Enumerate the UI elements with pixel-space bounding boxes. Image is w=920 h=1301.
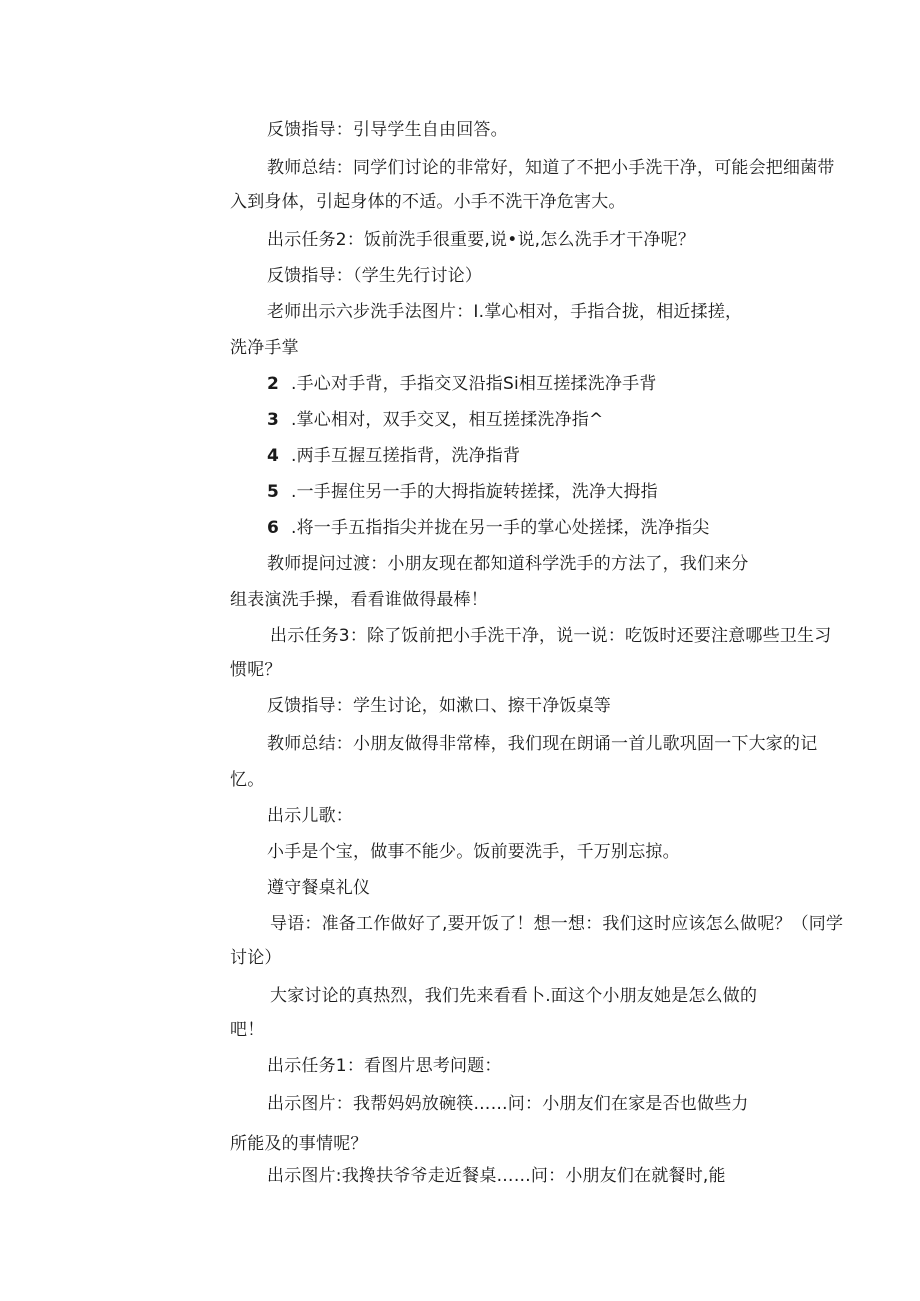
paragraph-line: 出示任务2：饭前洗手很重要,说•说,怎么洗手才干净呢？: [267, 230, 696, 250]
step-text: .一手握住另一手的大拇指旋转搓揉，洗净大拇指: [291, 482, 658, 502]
step-text: .两手互握互搓指背，洗净指背: [291, 446, 521, 466]
step-number: 6: [267, 518, 280, 538]
paragraph-line: 出示任务3：除了饭前把小手洗干净，说一说：吃饭时还要注意哪些卫生习: [270, 626, 832, 646]
paragraph-line: 导语：准备工作做好了,要开饭了！想一想：我们这时应该怎么做呢？（同学: [270, 914, 844, 934]
paragraph-line: 大家讨论的真热烈，我们先来看看卜.面这个小朋友她是怎么做的: [270, 986, 758, 1006]
step-number: 3: [267, 410, 280, 430]
paragraph-line: 小手是个宝，做事不能少。饭前要洗手，千万别忘掠。: [267, 842, 680, 862]
section-heading: 遵守餐桌礼仪: [267, 878, 371, 898]
paragraph-line: 忆。: [230, 770, 265, 790]
step-number: 5: [267, 482, 280, 502]
paragraph-line: 组表演洗手操，看看谁做得最棒！: [230, 590, 488, 610]
step-number: 2: [267, 374, 280, 394]
paragraph-line: 反馈指导：（学生先行讨论）: [267, 266, 483, 286]
paragraph-line: 反馈指导：引导学生自由回答。: [267, 120, 508, 140]
paragraph-line: 入到身体，引起身体的不适。小手不洗干净危害大。: [230, 192, 626, 212]
step-item: [267, 480, 658, 504]
paragraph-line: 教师总结：小朋友做得非常棒，我们现在朗诵一首儿歌巩固一下大家的记: [267, 734, 818, 754]
paragraph-line: 出示图片：我帮妈妈放碗筷……问：小朋友们在家是否也做些力: [267, 1094, 749, 1114]
step-text: .将一手五指指尖并拢在另一手的掌心处搓揉，洗净指尖: [291, 518, 710, 538]
paragraph-line: 反馈指导：学生讨论，如漱口、擦干净饭桌等: [267, 696, 611, 716]
step-item: [267, 372, 657, 396]
paragraph-line: 洗净手掌: [230, 338, 299, 358]
paragraph-line: 老师出示六步洗手法图片：I.掌心相对，手指合拢，相近揉搓，: [267, 302, 743, 322]
paragraph-line: 所能及的事情呢？: [230, 1134, 368, 1154]
step-item: [267, 516, 709, 540]
paragraph-line: 教师总结：同学们讨论的非常好，知道了不把小手洗干净，可能会把细菌带: [267, 158, 835, 178]
paragraph-line: 讨论）: [230, 948, 282, 968]
step-item: [267, 408, 603, 432]
paragraph-line: 出示任务1：看图片思考问题：: [267, 1056, 502, 1076]
paragraph-line: 惯呢？: [230, 660, 282, 680]
step-text: .掌心相对，双手交叉，相互搓揉洗净指^: [291, 410, 604, 430]
paragraph-line: 教师提问过渡：小朋友现在都知道科学洗手的方法了，我们来分: [267, 554, 749, 574]
paragraph-line: 出示图片:我搀扶爷爷走近餐桌……问：小朋友们在就餐时,能: [267, 1166, 726, 1186]
step-item: [267, 444, 520, 468]
paragraph-line: 出示儿歌：: [267, 806, 353, 826]
step-text: .手心对手背，手指交叉沿指Si相互搓揉洗净手背: [291, 374, 657, 394]
paragraph-line: 吧！: [230, 1020, 265, 1040]
step-number: 4: [267, 446, 280, 466]
